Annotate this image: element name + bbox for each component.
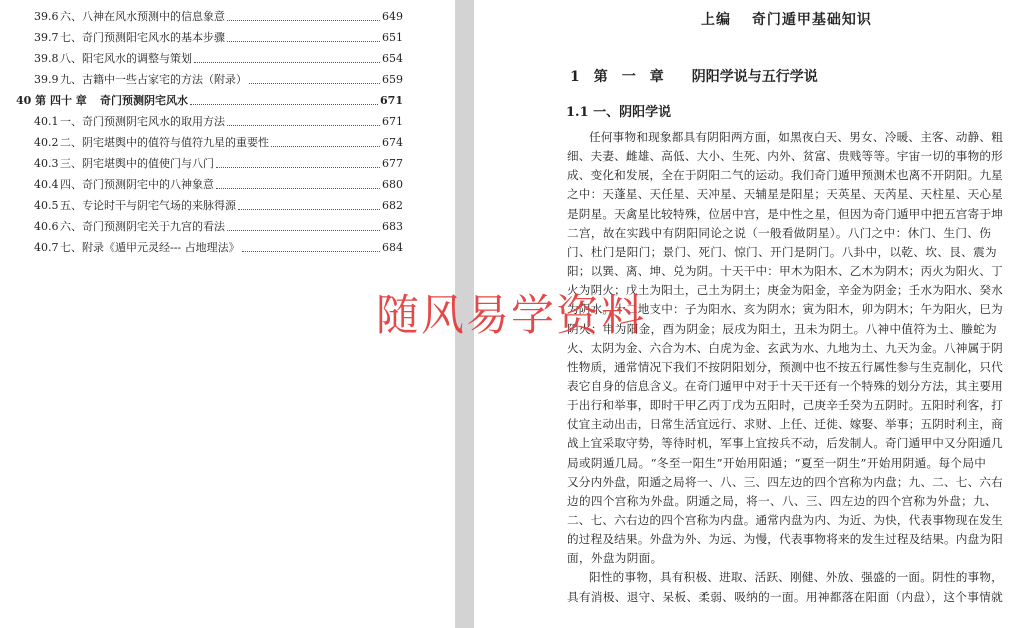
- toc-page-number: 682: [382, 199, 403, 212]
- toc-title: 奇门预测阴宅风水: [100, 94, 188, 107]
- body-text-line: 战上宜采取守势，等待时机，军事上宜按兵不动，后发制人。奇门遁甲中又分阳遁几: [567, 436, 1003, 451]
- toc-number: 40 第 四十 章: [16, 94, 87, 107]
- toc-entry[interactable]: [0, 8, 455, 26]
- page-gap: [455, 0, 474, 628]
- body-text-line: 任何事物和现象都具有阴阳两方面，如黑夜白天、男女、冷暖、主客、动静、粗: [589, 130, 1004, 144]
- body-text-line: 火为阴火；戊土为阳土，己土为阴土；庚金为阳金，辛金为阴金；壬水为阳水、癸水: [567, 283, 1003, 298]
- toc-page-number: 654: [382, 52, 403, 65]
- toc-entry[interactable]: [0, 50, 455, 68]
- toc-number: 40.2: [34, 136, 59, 149]
- toc-entry[interactable]: [0, 92, 455, 110]
- toc-title: 九、古籍中一些占家宅的方法（附录）: [60, 73, 247, 86]
- body-text-line: 具有消极、退守、呆板、柔弱、吸纳的一面。用神都落在阳面（内盘），这个事情就: [567, 589, 1004, 604]
- toc-page-number: 684: [382, 241, 403, 254]
- toc-entry[interactable]: [0, 176, 455, 194]
- body-text-line: 二、七、六右边的四个宫称为内盘。通常内盘为内、为近、为快，代表事物现在发生: [567, 513, 1003, 527]
- part-title: 上编 奇门遁甲基础知识: [701, 12, 872, 28]
- toc-page-number: 674: [382, 136, 403, 149]
- toc-leader-dots: [249, 83, 380, 84]
- toc-title: 六、奇门预测阴宅关于九宫的看法: [60, 220, 225, 233]
- toc-leader-dots: [190, 104, 378, 105]
- toc-title: 八、阳宅风水的调整与策划: [60, 52, 192, 65]
- toc-number: 40.6: [34, 220, 59, 233]
- body-text-line: 细、夫妻、雌雄、高低、大小、生死、内外、贫富、贵贱等等。宇宙一切的事物的形: [567, 149, 1003, 164]
- body-text-line: 阳性的事物，具有积极、进取、活跃、刚健、外放、强盛的一面。阴性的事物，: [589, 570, 1004, 585]
- toc-entry[interactable]: [0, 113, 455, 131]
- body-text-line: 成、变化和发展，全在于阴阳二气的运动。我们奇门遁甲预测术也离不开阴阳。九星: [567, 168, 1003, 183]
- toc-number: 39.7: [34, 31, 59, 44]
- toc-number: 40.4: [34, 178, 59, 191]
- body-text-line: 为阴水。十二地支中：子为阳水、亥为阴水；寅为阳木，卯为阴木；午为阳火，巳为: [567, 302, 1003, 317]
- toc-leader-dots: [242, 251, 380, 252]
- toc-leader-dots: [216, 188, 380, 189]
- toc-title: 七、奇门预测阳宅风水的基本步骤: [60, 31, 225, 44]
- toc-page-number: 649: [382, 10, 403, 23]
- body-text-line: 仗宜主动出击，日常生活宜远行、求财、上任、迁徙、嫁娶、举事；五阴时利主，商: [567, 417, 1003, 432]
- toc-number: 40.1: [34, 115, 59, 128]
- toc-number: 40.5: [34, 199, 59, 212]
- toc-entry[interactable]: [0, 197, 455, 215]
- toc-page-number: 651: [382, 31, 403, 44]
- body-text-line: 门、杜门是阳门；景门、死门、惊门、开门是阴门。八卦中，以乾、坎、艮、震为: [567, 244, 997, 259]
- toc-page-number: 683: [382, 220, 403, 233]
- body-text-line: 之中：天蓬星、天任星、天冲星、天辅星是阳星；天英星、天芮星、天柱星、天心星: [567, 187, 1003, 202]
- toc-leader-dots: [271, 146, 380, 147]
- toc-leader-dots: [216, 167, 380, 168]
- chapter-title: 1 第 一 章 阴阳学说与五行学说: [570, 69, 818, 85]
- body-text-line: 边的四个宫称为外盘。阴遁之局，将一、八、三、四左边的四个宫称为外盘；九、: [567, 493, 997, 508]
- toc-entry[interactable]: [0, 71, 455, 89]
- toc-leader-dots: [227, 125, 380, 126]
- toc-title: 一、奇门预测阴宅风水的取用方法: [60, 115, 225, 128]
- toc-title: 二、阴宅堪舆中的值符与值符九星的重要性: [60, 136, 269, 149]
- toc-title: 六、八神在风水预测中的信息象意: [60, 10, 225, 23]
- watermark: 随风易学资料: [376, 291, 646, 341]
- body-text-line: 阴火；申为阳金，酉为阴金；辰戌为阳土，丑未为阴土。八神中值符为土、螣蛇为: [567, 321, 997, 336]
- body-text-line: 局或阴遁几局。“冬至一阳生”开始用阳遁；“夏至一阴生”开始用阴遁。每个局中: [567, 455, 987, 470]
- toc-title: 七、附录《遁甲元灵经--- 占地理法》: [60, 241, 240, 254]
- toc-number: 39.6: [34, 10, 59, 23]
- toc-leader-dots: [194, 62, 380, 63]
- right-page: [474, 0, 1011, 628]
- body-text-line: 表它自身的信息含义。在奇门遁甲中对于十天干还有一个特殊的划分方法，其主要用: [567, 378, 1003, 393]
- toc-title: 五、专论时干与阴宅气场的来脉得源: [60, 199, 236, 212]
- toc-entry[interactable]: [0, 218, 455, 236]
- toc-page-number: 671: [380, 94, 403, 107]
- toc-page-number: 659: [382, 73, 403, 86]
- body-text-line: 二宫，故在实践中有阴阳同论之说（一般看做阴星）。八门之中：休门、生门、伤: [567, 225, 992, 240]
- toc-title: 三、阴宅堪舆中的值使门与八门: [60, 157, 214, 170]
- toc-number: 40.3: [34, 157, 59, 170]
- toc-number: 40.7: [34, 241, 59, 254]
- body-text-line: 面，外盘为阴面。: [567, 551, 663, 566]
- toc-entry[interactable]: [0, 239, 455, 257]
- toc-entry[interactable]: [0, 29, 455, 47]
- toc-leader-dots: [227, 20, 380, 21]
- body-text-line: 火、太阴为金、六合为木、白虎为金、玄武为水、九地为土、九天为金。八神属于阴: [567, 340, 1003, 355]
- toc-number: 39.9: [34, 73, 59, 86]
- toc-page-number: 671: [382, 115, 403, 128]
- toc-number: 39.8: [34, 52, 59, 65]
- toc-page-number: 677: [382, 157, 403, 170]
- toc-title: 四、奇门预测阴宅中的八神象意: [60, 178, 214, 191]
- toc-leader-dots: [227, 41, 380, 42]
- body-text-line: 又分内外盘，阳遁之局将一、八、三、四左边的四个宫称为内盘；九、二、七、六右: [567, 474, 1003, 489]
- toc-entry[interactable]: [0, 155, 455, 173]
- body-text-line: 的过程及结果。外盘为外、为远、为慢，代表事物将来的发生过程及结果。内盘为阳: [567, 532, 1003, 547]
- body-text-line: 于出行和举事，即时干甲乙丙丁戊为五阳时，己庚辛壬癸为五阴时。五阳时利客，打: [567, 398, 1003, 413]
- left-page-toc: [0, 0, 455, 628]
- body-text-line: 是阴星。天禽星比较特殊，位居中宫，是中性之星，但因为奇门遁甲中把五宫寄于坤: [567, 206, 1003, 221]
- body-text-line: 性物质，通常情况下我们不按阴阳划分，预测中也不按五行属性参与生克制化，只代: [567, 359, 1003, 374]
- toc-leader-dots: [227, 230, 380, 231]
- section-title: 1.1 一、阴阳学说: [566, 105, 672, 120]
- toc-leader-dots: [238, 209, 380, 210]
- toc-page-number: 680: [382, 178, 403, 191]
- toc-entry[interactable]: [0, 134, 455, 152]
- body-text-line: 阳；以巽、离、坤、兑为阴。十天干中：甲木为阳木、乙木为阴木；丙火为阳火、丁: [567, 264, 1003, 279]
